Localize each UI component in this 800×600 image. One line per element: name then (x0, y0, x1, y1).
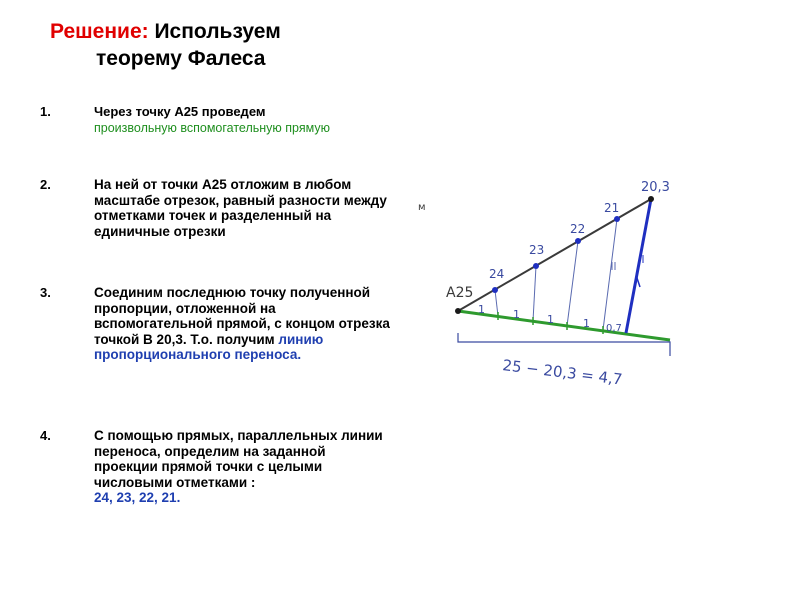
point-b (648, 196, 654, 202)
title-rest: Используем (148, 20, 281, 43)
label-unit: 1 (478, 303, 485, 316)
projection-line (458, 199, 651, 311)
label-unit: 1 (583, 317, 590, 330)
step-number: 4. (40, 428, 51, 443)
step-number: 1. (40, 104, 51, 119)
label-unit: 1 (547, 313, 554, 326)
label-mark-21: 21 (604, 201, 620, 215)
point-22 (575, 238, 581, 244)
parallel-line (603, 219, 617, 330)
step-number: 3. (40, 285, 51, 300)
thales-construction-diagram (400, 160, 800, 390)
formula-text: 25 − 20,3 = 4,7 (501, 356, 624, 389)
step-text (94, 177, 392, 239)
label-unit: 1 (513, 308, 520, 321)
step-number: 2. (40, 177, 51, 192)
point-24 (492, 287, 498, 293)
step-text (94, 104, 392, 136)
label-mark-22: 22 (570, 222, 586, 236)
side-mark: м (418, 202, 426, 213)
step-text-black: С помощью прямых, параллельных линии переноса, определим на заданной проекции прямой точки с целыми числовыми отметками : (94, 428, 383, 490)
parallel-line (533, 266, 536, 321)
step-text-green: произвольную вспомогательную прямую (94, 120, 330, 135)
transfer-line (626, 199, 651, 333)
label-mark-23: 23 (529, 243, 545, 257)
slide-title (50, 18, 390, 72)
step-text-blue: 24, 23, 22, 21. (94, 490, 181, 505)
parallel-marker-icon (612, 262, 615, 270)
step-text-black: На ней от точки А25 отложим в любом масштабе отрезок, равный разности между отметками точек и разделенный на единичные отрезки (94, 177, 387, 239)
step-text-black: Соединим последнюю точку полученной пропорции, отложенной на вспомогательной прямой, с концом отрезка точкой В 20,3. Т.о. получим (94, 285, 390, 347)
label-unit: 0,7 (606, 323, 622, 334)
label-a25: A25 (446, 285, 474, 301)
step-text (94, 285, 392, 363)
step-text (94, 428, 392, 506)
label-mark-24: 24 (489, 267, 505, 281)
point-a25 (455, 308, 461, 314)
parallel-line (567, 241, 578, 326)
auxiliary-line (458, 311, 670, 340)
point-23 (533, 263, 539, 269)
title-line2: теорему Фалеса (96, 47, 266, 70)
step-text-blue: линию пропорционального переноса. (94, 331, 324, 362)
label-b: 20,3 (641, 180, 670, 195)
step-text-black: Через точку А25 проведем (94, 104, 266, 119)
title-lead: Решение: (50, 20, 149, 43)
point-21 (614, 216, 620, 222)
